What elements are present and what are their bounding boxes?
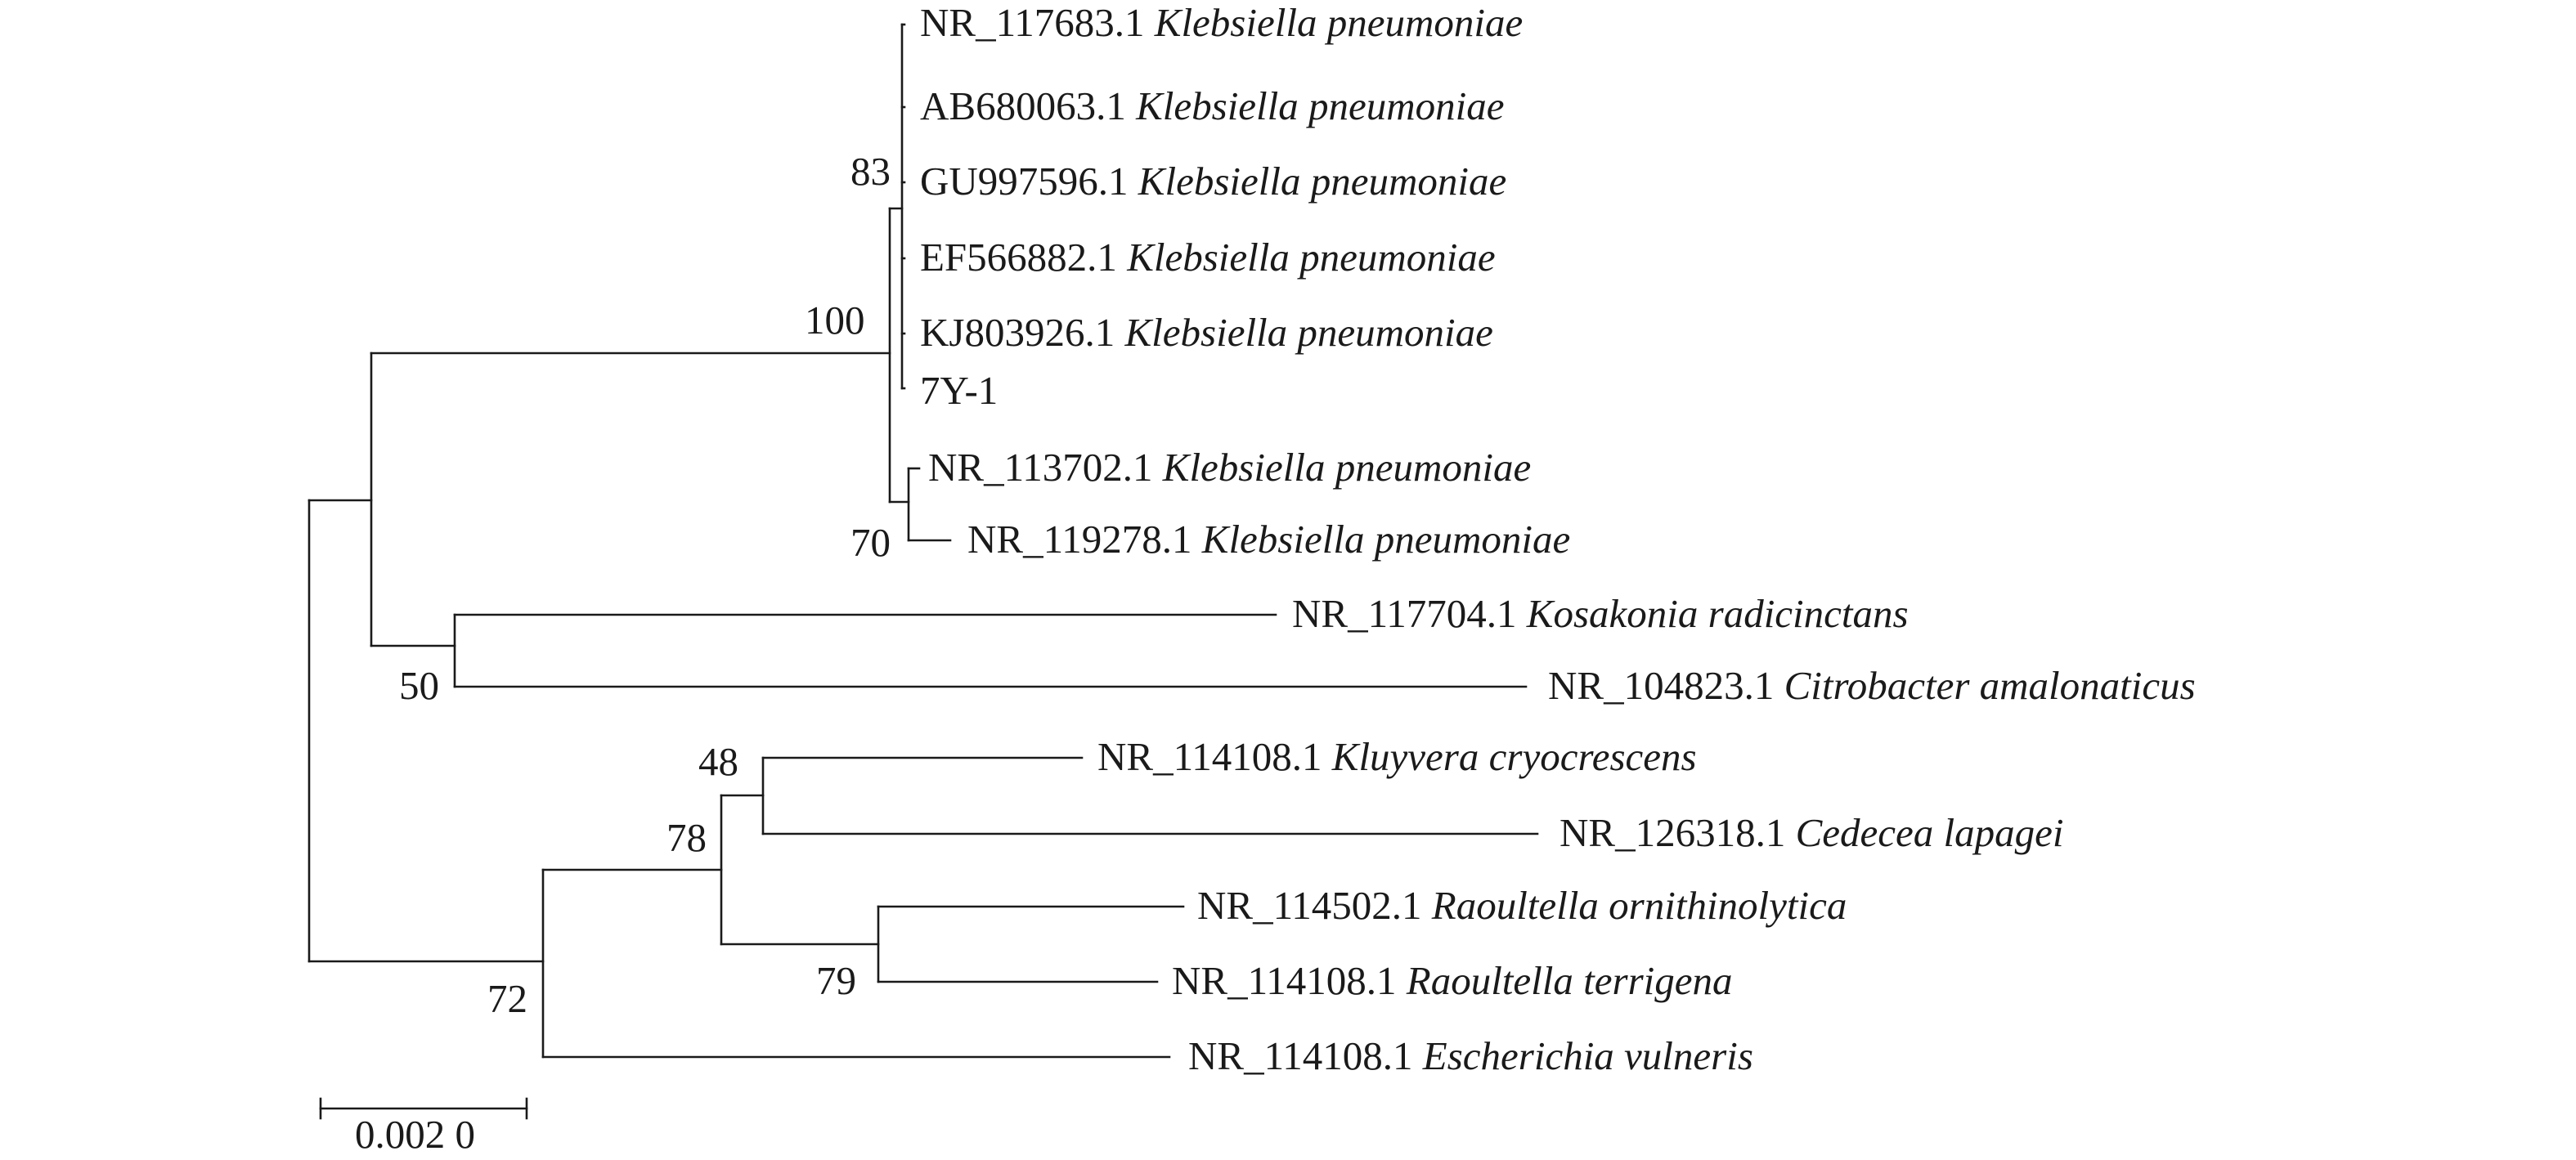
bootstrap-value: 78 [666, 815, 707, 860]
taxon-label: NR_114108.1 Escherichia vulneris [1188, 1033, 1753, 1078]
taxon-label: NR_114502.1 Raoultella ornithinolytica [1197, 883, 1847, 928]
taxon-label: NR_117683.1 Klebsiella pneumoniae [920, 0, 1524, 45]
taxon-label: NR_119278.1 Klebsiella pneumoniae [967, 517, 1571, 562]
taxon-label: NR_126318.1 Cedecea lapagei [1560, 810, 2064, 855]
bootstrap-value: 79 [816, 958, 856, 1003]
bootstrap-values [399, 149, 891, 1021]
taxon-label: 7Y-1 [920, 368, 999, 413]
bootstrap-value: 72 [487, 976, 527, 1021]
bootstrap-value: 70 [850, 520, 891, 565]
taxon-label: AB680063.1 Klebsiella pneumoniae [920, 83, 1505, 128]
taxon-label: NR_114108.1 Kluyvera cryocrescens [1097, 734, 1697, 779]
taxon-label: NR_113702.1 Klebsiella pneumoniae [928, 445, 1532, 490]
bootstrap-value: 48 [698, 739, 738, 784]
scale-bar [321, 1099, 527, 1157]
taxon-label: GU997596.1 Klebsiella pneumoniae [920, 159, 1507, 204]
scale-bar-label: 0.002 0 [355, 1112, 475, 1157]
bootstrap-value: 83 [850, 149, 891, 194]
taxon-label: EF566882.1 Klebsiella pneumoniae [920, 235, 1496, 280]
taxon-label: NR_104823.1 Citrobacter amalonaticus [1548, 663, 2196, 708]
bootstrap-value: 50 [399, 663, 439, 708]
taxon-label: KJ803926.1 Klebsiella pneumoniae [920, 310, 1493, 355]
taxon-label: NR_117704.1 Kosakonia radicinctans [1292, 591, 1909, 636]
taxon-label: NR_114108.1 Raoultella terrigena [1172, 958, 1733, 1003]
bootstrap-value: 100 [805, 298, 865, 343]
taxon-labels [920, 0, 2196, 1078]
